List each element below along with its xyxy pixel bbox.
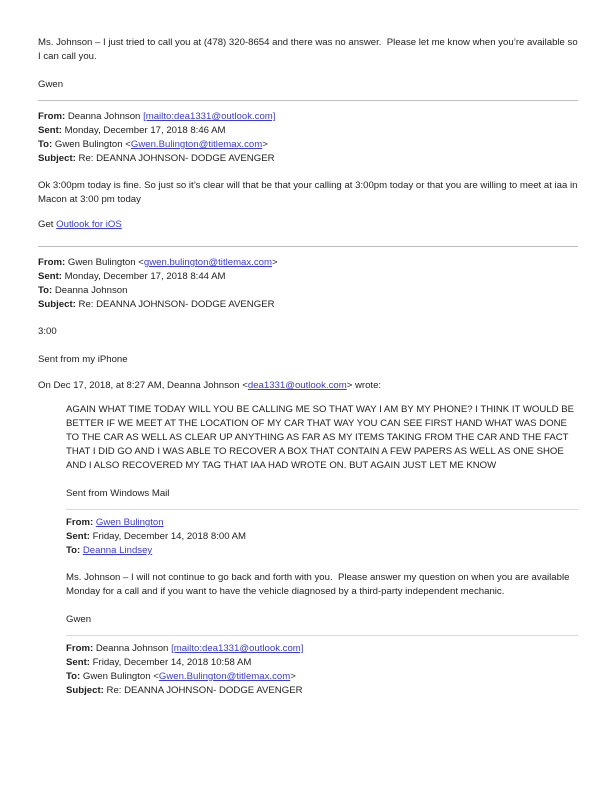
message-body: Ms. Johnson – I will not continue to go back and forth with you. Please answer my question on when you are available Monday for a call and if you want to have the vehicle diagnosed by a third-party independent mechanic.	[66, 572, 573, 597]
sent-label: Sent:	[66, 657, 90, 668]
quote-attribution-line	[38, 379, 578, 393]
email-header-block	[66, 516, 578, 558]
separator-rule-faint	[66, 509, 578, 510]
header-sent-line	[38, 124, 578, 138]
outlook-for-ios-link[interactable]: Outlook for iOS	[56, 219, 122, 230]
header-subject-line	[38, 298, 578, 312]
from-name: Deanna Johnson	[65, 111, 144, 122]
quoted-message-block	[38, 403, 578, 698]
header-to-line	[66, 544, 578, 558]
subject-value: Re: DEANNA JOHNSON- DODGE AVENGER	[103, 685, 303, 696]
separator-rule-faint	[66, 635, 578, 636]
from-contact-link[interactable]: Gwen Bulington	[95, 517, 164, 528]
intro-signature: Gwen	[38, 79, 64, 90]
intro-body: Ms. Johnson – I just tried to call you at (478) 320-8654 and there was no answer. Please let me know when you’re available so I can call you.	[38, 37, 581, 62]
subject-value: Re: DEANNA JOHNSON- DODGE AVENGER	[75, 153, 275, 164]
sent-value: Friday, December 14, 2018 8:00 AM	[89, 531, 247, 542]
quoted-email-link[interactable]: dea1331@outlook.com	[247, 380, 347, 391]
from-label: From:	[66, 643, 94, 654]
sent-label: Sent:	[38, 271, 62, 282]
header-sent-line	[66, 530, 578, 544]
email-header-block	[38, 110, 578, 166]
quote-attribution-suffix: > wrote:	[346, 380, 382, 391]
from-label: From:	[66, 517, 94, 528]
from-email-link[interactable]: [mailto:dea1331@outlook.com]	[171, 643, 304, 654]
sent-label: Sent:	[66, 531, 90, 542]
header-from-line	[38, 110, 578, 124]
to-contact-link[interactable]: Deanna Lindsey	[82, 545, 153, 556]
header-subject-line	[38, 152, 578, 166]
from-name: Deanna Johnson	[93, 643, 172, 654]
from-email-link[interactable]: gwen.bulington@titlemax.com	[143, 257, 272, 268]
sent-value: Friday, December 14, 2018 10:58 AM	[89, 657, 252, 668]
to-name: Gwen Bulington <	[80, 671, 159, 682]
header-sent-line	[66, 656, 578, 670]
windows-mail-signature: Sent from Windows Mail	[66, 488, 170, 499]
separator-rule	[38, 100, 578, 101]
separator-rule	[38, 246, 578, 247]
header-subject-line	[66, 684, 578, 698]
header-to-line	[38, 138, 578, 152]
sent-label: Sent:	[38, 125, 62, 136]
to-label: To:	[66, 545, 81, 556]
subject-value: Re: DEANNA JOHNSON- DODGE AVENGER	[75, 299, 275, 310]
outlook-promo-line	[38, 218, 578, 232]
to-suffix: >	[290, 671, 296, 682]
from-name: Gwen Bulington <	[65, 257, 144, 268]
subject-label: Subject:	[38, 299, 76, 310]
to-suffix: >	[262, 139, 268, 150]
email-header-block	[38, 256, 578, 312]
subject-label: Subject:	[66, 685, 104, 696]
header-from-line	[66, 642, 578, 656]
from-label: From:	[38, 111, 66, 122]
from-suffix: >	[271, 257, 278, 268]
to-email-link[interactable]: Gwen.Bulington@titlemax.com	[130, 139, 263, 150]
sent-value: Monday, December 17, 2018 8:46 AM	[61, 125, 226, 136]
to-label: To:	[38, 139, 53, 150]
to-name: Deanna Johnson	[52, 285, 128, 296]
iphone-signature: Sent from my iPhone	[38, 354, 128, 365]
message-body: Ok 3:00pm today is fine. So just so it’s clear will that be that your calling at 3:00pm today or that you are willing to meet at iaa in Macon at 3:00 pm today	[38, 180, 581, 205]
sent-value: Monday, December 17, 2018 8:44 AM	[61, 271, 226, 282]
to-name: Gwen Bulington <	[52, 139, 131, 150]
header-from-line	[38, 256, 578, 270]
to-label: To:	[66, 671, 81, 682]
from-email-link[interactable]: [mailto:dea1331@outlook.com]	[143, 111, 276, 122]
message-body: 3:00	[38, 326, 57, 337]
from-label: From:	[38, 257, 66, 268]
header-to-line	[66, 670, 578, 684]
email-header-block	[66, 642, 578, 698]
header-to-line	[38, 284, 578, 298]
quoted-body-caps: AGAIN WHAT TIME TODAY WILL YOU BE CALLING ME SO THAT WAY I AM BY MY PHONE? I THINK IT WOULD BE BETTER IF WE MEET AT THE LOCATION OF MY CAR THAT WAY YOU CAN SEE FIRST HAND WHAT WAS DONE TO THE CAR AS WELL AS CLEAR UP ANYTHING AS FAR AS MY ITEMS TAKING FROM THE CAR AND THE FACT THAT I DID GO AND I WAS ABLE TO RECOVER A BOX THAT CONTAIN A FEW PAPERS AS WELL AS ONE SHOE AND I ALSO RECOVERED MY TAG THAT IAA HAD WROTE ON. BUT AGAIN JUST LET ME KNOW	[66, 404, 577, 471]
quote-attribution-text: On Dec 17, 2018, at 8:27 AM, Deanna Johnson <	[38, 380, 248, 391]
header-sent-line	[38, 270, 578, 284]
subject-label: Subject:	[38, 153, 76, 164]
header-from-line	[66, 516, 578, 530]
to-label: To:	[38, 285, 53, 296]
to-email-link[interactable]: Gwen.Bulington@titlemax.com	[158, 671, 291, 682]
get-prefix: Get	[38, 219, 57, 230]
message-signature: Gwen	[66, 614, 92, 625]
